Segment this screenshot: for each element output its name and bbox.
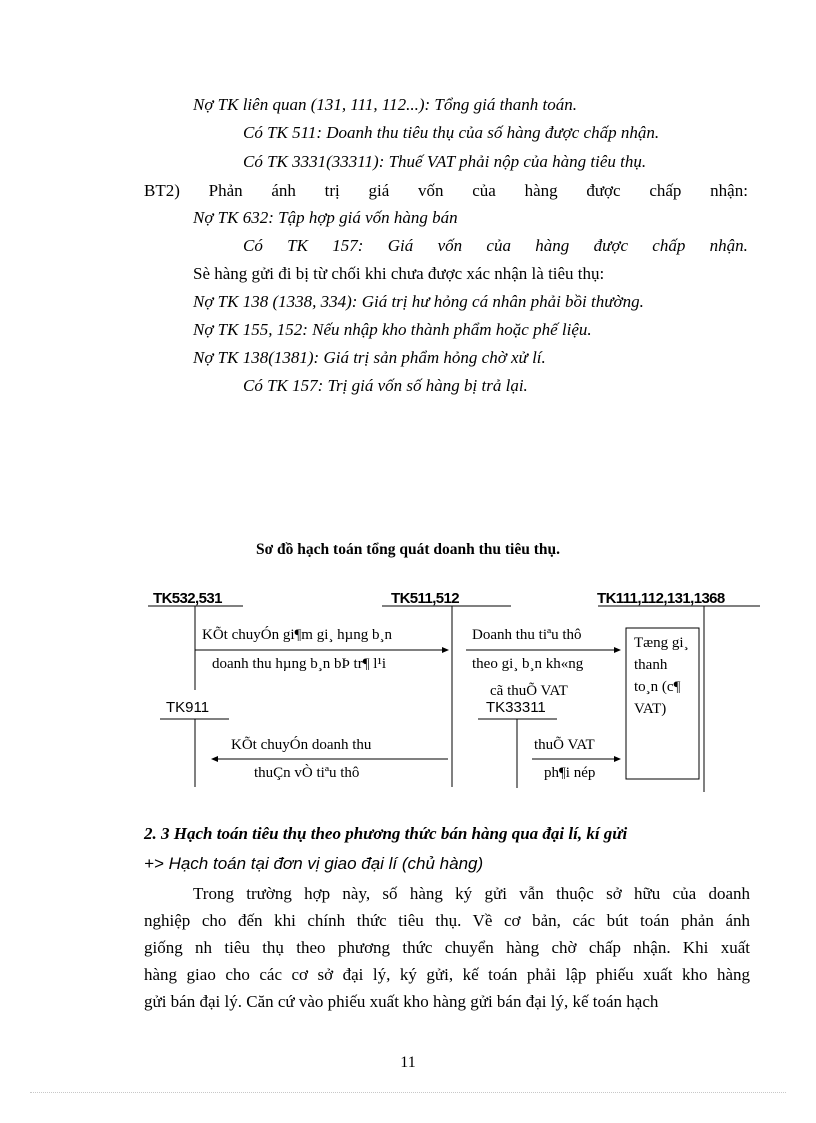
box-text: Tæng gi¸ thanh to¸n (c¶ VAT): [634, 635, 689, 717]
diagram-title: Sơ đồ hạch toán tổng quát doanh thu tiêu thụ.: [255, 541, 561, 558]
entry-credit-3331: Có TK 3331(33311): Thuế VAT phải nộp của hàng tiêu thụ.: [243, 152, 647, 171]
word: nhận:: [710, 181, 748, 200]
rejected-goods-heading: Sè hàng gửi đi bị từ chối khi chưa được xác nhận là tiêu thụ:: [193, 264, 605, 283]
entry-credit-157-return: Có TK 157: Trị giá vốn số hàng bị trả lại.: [243, 376, 528, 395]
account-tk33311: TK33311: [486, 699, 546, 716]
word: Phản: [208, 181, 243, 200]
page-number: 11: [400, 1054, 416, 1071]
word: TK: [287, 236, 308, 255]
word: Có: [243, 236, 263, 255]
paragraph-line: gửi bán đại lý. Căn cứ vào phiếu xuất kho hàng gửi bán đại lý, kế toán hạch: [144, 992, 659, 1011]
account-tk532: TK532,531: [153, 590, 222, 607]
word: chấp: [652, 236, 686, 255]
word: được: [586, 181, 621, 200]
account-tk511: TK511,512: [391, 590, 459, 607]
section-subheading: +> Hạch toán tại đơn vị giao đại lí (chủ hàng): [144, 854, 484, 873]
account-tk911: TK911: [166, 699, 210, 716]
word: hàng: [535, 236, 570, 255]
entry-debit-155: Nợ TK 155, 152: Nếu nhập kho thành phẩm hoặc phế liệu.: [193, 320, 592, 339]
label-adjust-top: KÕt chuyÓn gi¶m gi¸ hµng b¸n: [202, 627, 393, 643]
label-revenue-top: Doanh thu tiªu thô: [472, 627, 582, 643]
entry-debit-1381: Nợ TK 138(1381): Giá trị sản phẩm hỏng chờ xử lí.: [193, 348, 546, 367]
word: nhận.: [709, 236, 748, 255]
word: vốn: [437, 236, 463, 255]
label-revenue-mid: theo gi¸ b¸n kh«ng: [472, 656, 584, 672]
word: BT2): [144, 181, 180, 200]
section-paragraph: [144, 880, 750, 1015]
entry-debit-138: Nợ TK 138 (1338, 334): Giá trị hư hỏng cá nhân phải bồi thường.: [193, 292, 644, 311]
word: trị: [324, 181, 340, 200]
account-tk111: TK111,112,131,1368: [597, 590, 725, 607]
word: vốn: [418, 181, 444, 200]
entry-debit-632: Nợ TK 632: Tập hợp giá vốn hàng bán: [193, 208, 458, 227]
word: hàng: [524, 181, 558, 200]
label-transfer-top: KÕt chuyÓn doanh thu: [231, 737, 372, 753]
label-transfer-bottom: thuÇn vÒ tiªu thô: [254, 765, 360, 781]
paragraph-line: hàng giao cho các cơ sở đại lý, ký gửi, kế toán phải lập phiếu xuất kho hàng: [144, 965, 750, 984]
section-heading: 2. 3 Hạch toán tiêu thụ theo phương thức bán hàng qua đại lí, kí gửi: [144, 824, 628, 843]
entry-debit-related: Nợ TK liên quan (131, 111, 112...): Tổng giá thanh toán.: [193, 95, 578, 114]
word: được: [593, 236, 628, 255]
word: giá: [368, 181, 390, 200]
word: chấp: [649, 181, 682, 200]
word: 157:: [332, 236, 364, 255]
label-adjust-bottom: doanh thu hµng b¸n bÞ tr¶ l¹i: [212, 656, 387, 672]
page-bottom-divider: [30, 1092, 786, 1093]
paragraph-line: nghiệp cho đến khi chính thức tiêu thụ. Về cơ bản, các bút toán phản ánh: [144, 911, 750, 930]
word: của: [472, 181, 496, 200]
word: ánh: [271, 181, 296, 200]
word: của: [486, 236, 511, 255]
word: Giá: [387, 236, 414, 255]
label-revenue-bottom: cã thuÕ VAT: [490, 683, 568, 699]
label-vat-top: thuÕ VAT: [534, 737, 595, 753]
label-vat-bottom: ph¶i nép: [544, 765, 596, 781]
paragraph-line: giống nh tiêu thụ theo phương thức chuyển hàng chờ chấp nhận. Khi xuất: [144, 938, 750, 957]
entry-credit-511: Có TK 511: Doanh thu tiêu thụ của số hàng được chấp nhận.: [243, 123, 660, 142]
paragraph-line: Trong trường hợp này, số hàng ký gửi vẫn thuộc sở hữu của doanh: [193, 884, 750, 903]
